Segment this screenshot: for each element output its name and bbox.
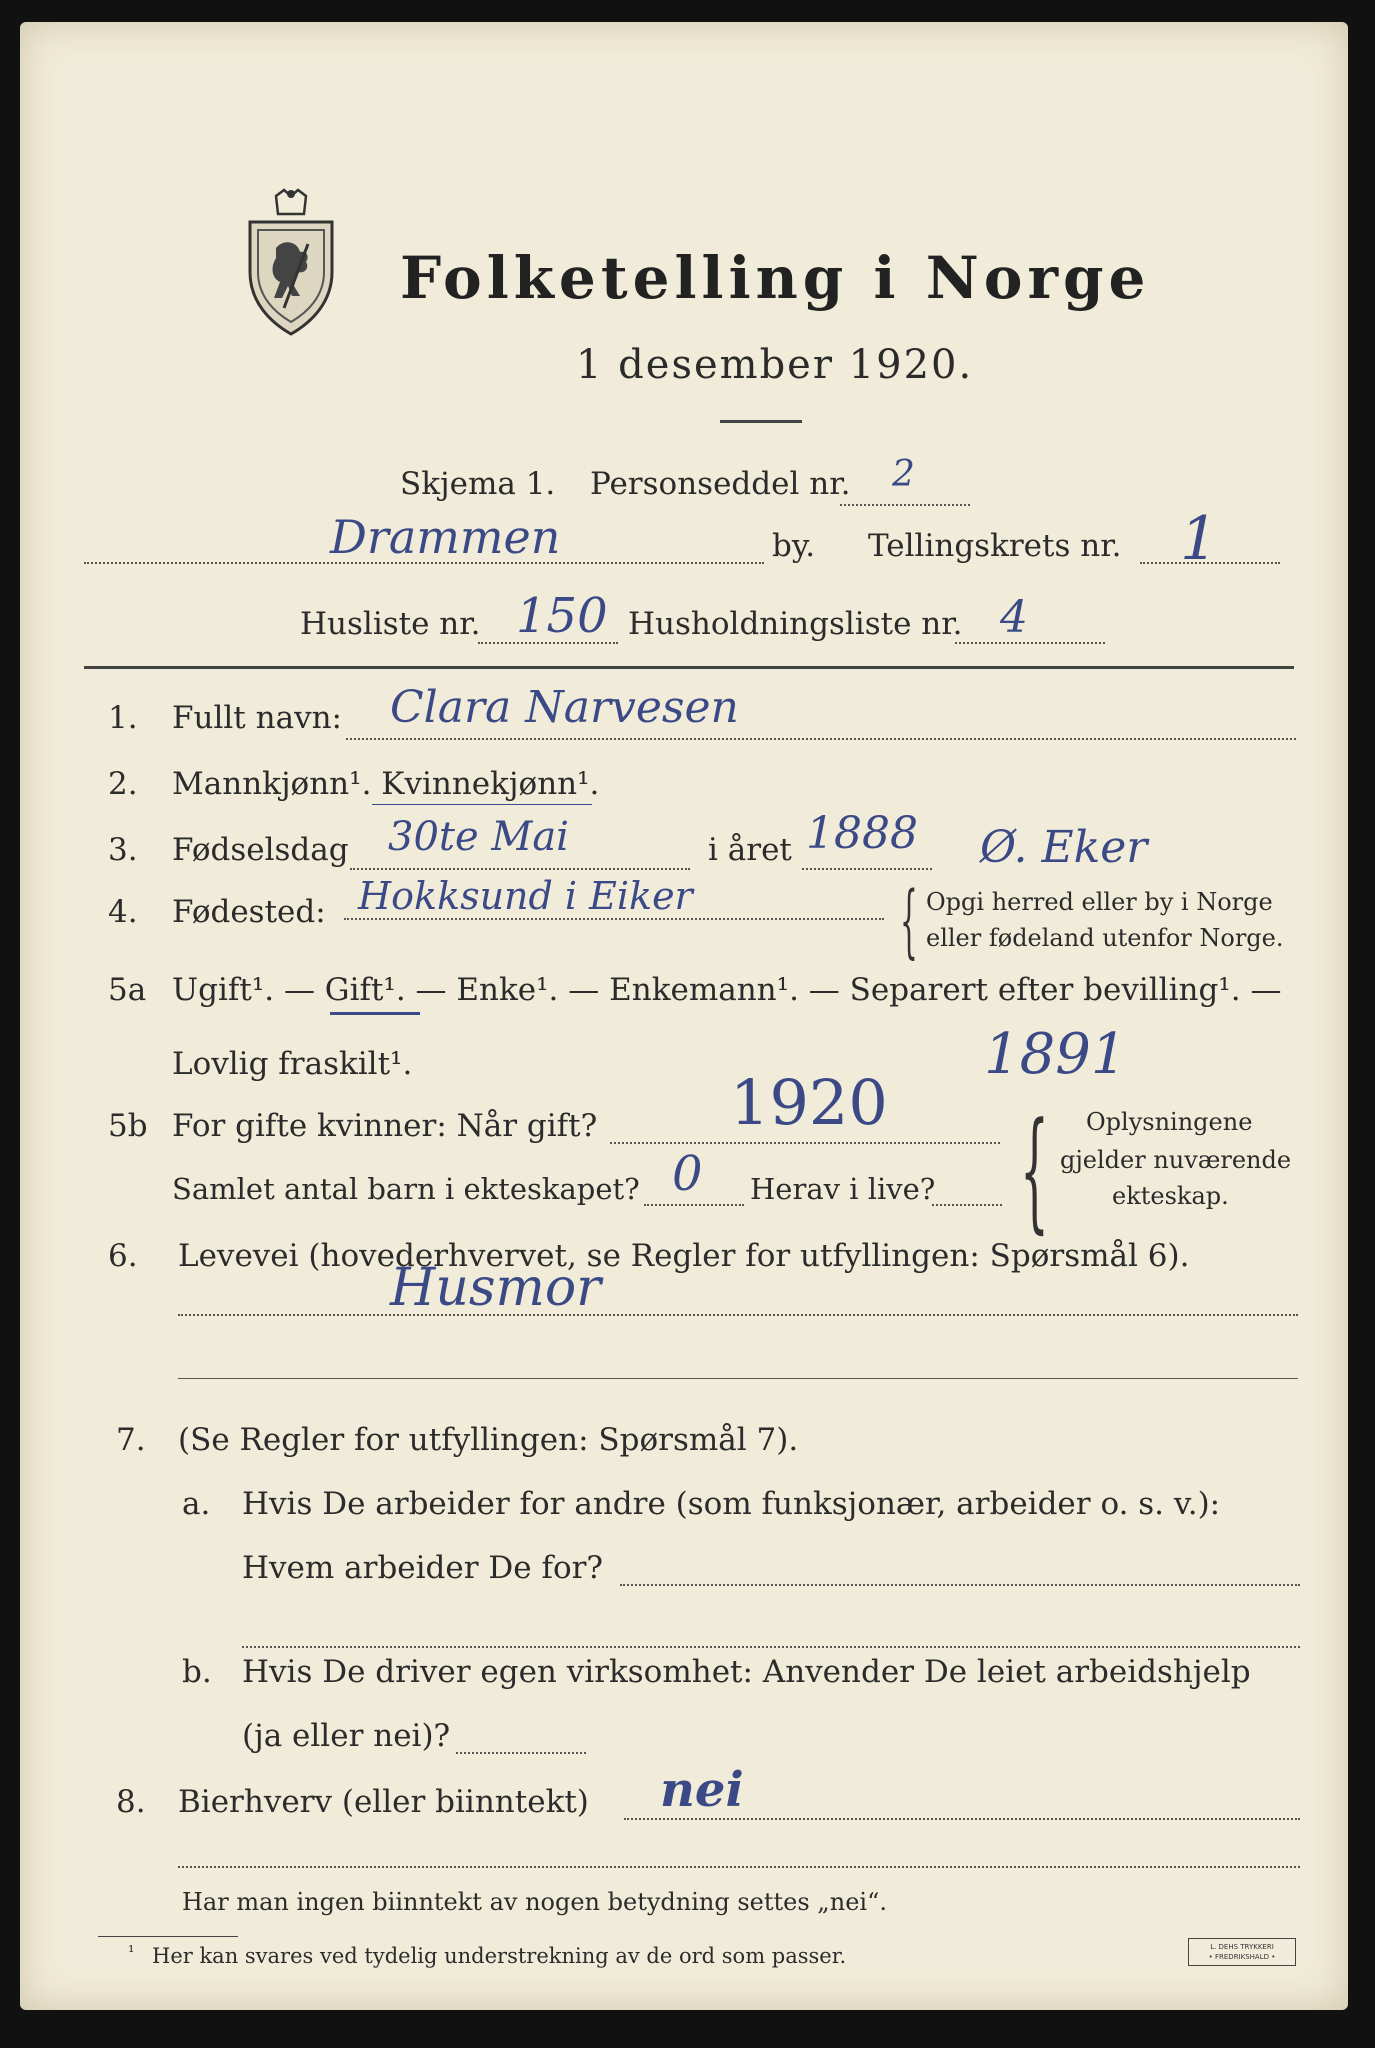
q5b-gift-value: 1920	[730, 1066, 888, 1139]
q1-value: Clara Narvesen	[390, 682, 739, 733]
q5b-barn-value: 0	[672, 1146, 703, 1202]
q5b-live-label: Herav i live?	[750, 1172, 936, 1206]
q3-year-label: i året	[708, 832, 792, 868]
coat-of-arms-icon	[236, 188, 346, 338]
q3-year-line	[802, 868, 932, 870]
husholdningsliste-line	[955, 642, 1105, 644]
q4-number: 4.	[108, 894, 138, 930]
q5b-gift-line	[610, 1142, 1000, 1144]
q4-label: Fødested:	[172, 894, 326, 930]
q1-label: Fullt navn:	[172, 700, 342, 736]
q5b-live-line	[932, 1204, 1002, 1206]
q5a-number: 5a	[108, 972, 147, 1008]
q3-year-value: 1888	[806, 808, 918, 859]
husliste-value: 150	[516, 588, 608, 644]
q6-number: 6.	[108, 1238, 138, 1274]
q5b-number: 5b	[108, 1108, 148, 1144]
q8-line-2	[178, 1866, 1300, 1868]
q5b-label: For gifte kvinner: Når gift?	[172, 1108, 598, 1144]
footnote-text: Her kan svares ved tydelig understrekning av de ord som passer.	[152, 1944, 847, 1968]
q6-line-2	[178, 1378, 1298, 1379]
q7a-line2: Hvem arbeider De for?	[242, 1550, 604, 1586]
q8-number: 8.	[116, 1784, 146, 1820]
footnote-divider	[98, 1936, 238, 1937]
q8-line	[624, 1818, 1300, 1820]
q5a-line1: Ugift¹. — Gift¹. — Enke¹. — Enkemann¹. — Separert efter bevilling¹. —	[172, 972, 1282, 1008]
q5a-line2: Lovlig fraskilt¹.	[172, 1046, 413, 1082]
census-form	[20, 22, 1348, 2010]
q3-date-value: 30te Mai	[388, 814, 569, 860]
q5b-note-line2: gjelder nuværende	[1060, 1146, 1292, 1174]
skjema-label: Skjema 1.	[400, 466, 556, 502]
q5a-gift-underline	[330, 1012, 420, 1015]
personseddel-label: Personseddel nr.	[590, 466, 851, 502]
form-title: Folketelling i Norge	[400, 244, 1151, 312]
q6-line	[178, 1314, 1298, 1316]
q7b-letter: b.	[182, 1654, 212, 1690]
footnote-mark: ¹	[128, 1942, 135, 1961]
q7a-letter: a.	[182, 1486, 211, 1522]
stamp-line2: • FREDRIKSHALD •	[1208, 1953, 1276, 1961]
q3-note: Ø. Eker	[980, 822, 1148, 873]
by-value: Drammen	[330, 510, 561, 564]
q2-label: Mannkjønn¹. Kvinnekjønn¹.	[172, 766, 600, 802]
header-divider	[84, 666, 1294, 669]
census-date: 1 desember 1920.	[576, 342, 974, 388]
q7b-line1: Hvis De driver egen virksomhet: Anvender De leiet arbeidshjelp	[242, 1654, 1251, 1690]
q6-label: Levevei (hovederhvervet, se Regler for utfyllingen: Spørsmål 6).	[178, 1238, 1190, 1274]
q1-number: 1.	[108, 700, 138, 736]
title-divider	[720, 420, 802, 423]
q4-value: Hokksund i Eiker	[358, 874, 693, 918]
by-label: by.	[772, 528, 816, 564]
q7a-line1: Hvis De arbeider for andre (som funksjonær, arbeider o. s. v.):	[242, 1486, 1221, 1522]
q8-label: Bierhverv (eller biinntekt)	[178, 1784, 589, 1820]
q1-line	[346, 738, 1296, 740]
q3-date-line	[350, 868, 690, 870]
q2-number: 2.	[108, 766, 138, 802]
q5b-note-line3: ekteskap.	[1112, 1182, 1229, 1210]
tellingskrets-label: Tellingskrets nr.	[868, 528, 1122, 564]
q7-label: (Se Regler for utfyllingen: Spørsmål 7).	[178, 1422, 799, 1458]
q3-label: Fødselsdag	[172, 832, 349, 868]
q4-line	[344, 918, 884, 920]
q8-value: nei	[660, 1762, 744, 1818]
q3-number: 3.	[108, 832, 138, 868]
q5a-year-note: 1891	[984, 1022, 1127, 1087]
q5b-barn-label: Samlet antal barn i ekteskapet?	[172, 1172, 640, 1206]
tellingskrets-value: 1	[1180, 504, 1219, 574]
q5b-barn-line	[644, 1204, 744, 1206]
personseddel-line	[840, 504, 970, 506]
stamp-line1: L. DEHS TRYKKERI	[1210, 1943, 1274, 1951]
q5b-note-line1: Oplysningene	[1086, 1108, 1253, 1136]
footer-note: Har man ingen biinntekt av nogen betydning settes „nei“.	[182, 1888, 887, 1916]
q4-note-line2: eller fødeland utenfor Norge.	[926, 924, 1284, 952]
q7b-line2: (ja eller nei)?	[242, 1718, 451, 1754]
q5b-brace: {	[1020, 1094, 1049, 1246]
q6-value: Husmor	[390, 1258, 601, 1318]
husholdningsliste-label: Husholdningsliste nr.	[628, 606, 963, 642]
q4-note-line1: Opgi herred eller by i Norge	[926, 888, 1273, 916]
q2-underline	[372, 804, 592, 805]
q7a-line	[620, 1584, 1300, 1586]
printer-stamp	[1188, 1938, 1296, 1966]
personseddel-value: 2	[892, 454, 915, 495]
husholdningsliste-value: 4	[1000, 592, 1028, 643]
q7b-line	[456, 1752, 586, 1754]
q7a-line-2	[242, 1646, 1300, 1648]
q7-number: 7.	[116, 1422, 146, 1458]
husliste-label: Husliste nr.	[300, 606, 481, 642]
q4-brace: {	[900, 874, 918, 967]
